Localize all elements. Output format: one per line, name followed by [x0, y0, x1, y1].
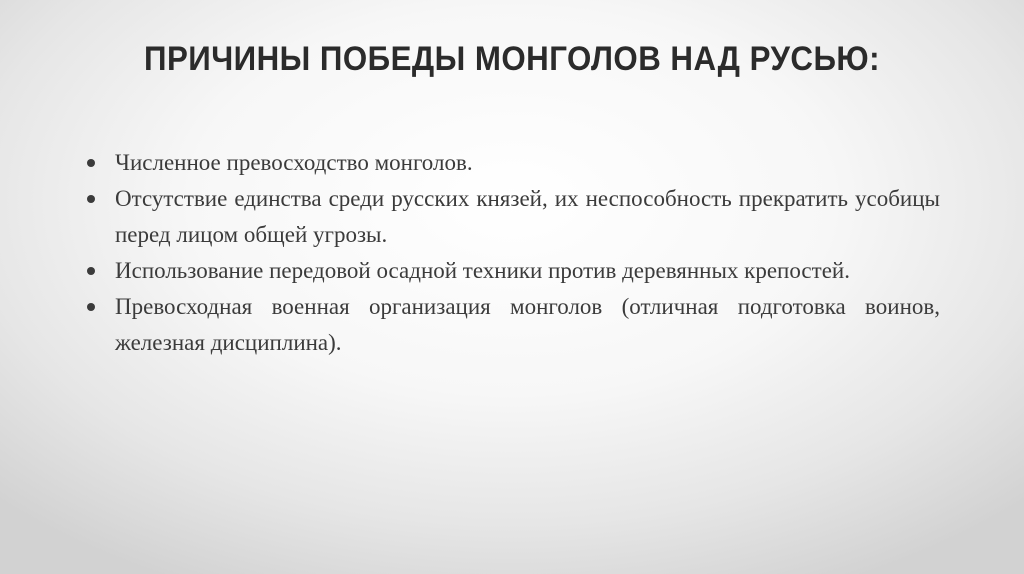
bullet-list — [84, 145, 940, 361]
bullet-text: Численное превосходство монголов. — [115, 150, 473, 175]
bullet-item — [84, 289, 940, 361]
bullet-dot-icon — [85, 289, 99, 325]
bullet-text: Превосходная военная организация монголов (отличная подготовка воинов, железная дисциплина). — [115, 294, 940, 355]
bullet-dot-icon — [85, 253, 99, 289]
bullet-text: Использование передовой осадной техники против деревянных крепостей. — [115, 258, 850, 283]
bullet-dot-icon — [85, 145, 99, 181]
bullet-text: Отсутствие единства среди русских князей, их неспособность прекратить усобицы перед лицом общей угрозы. — [115, 186, 940, 247]
bullet-dot-icon — [85, 181, 99, 217]
bullet-item — [84, 181, 940, 253]
slide-title: ПРИЧИНЫ ПОБЕДЫ МОНГОЛОВ НАД РУСЬЮ: — [144, 40, 880, 78]
bullet-item — [84, 253, 940, 289]
bullet-item — [84, 145, 940, 181]
